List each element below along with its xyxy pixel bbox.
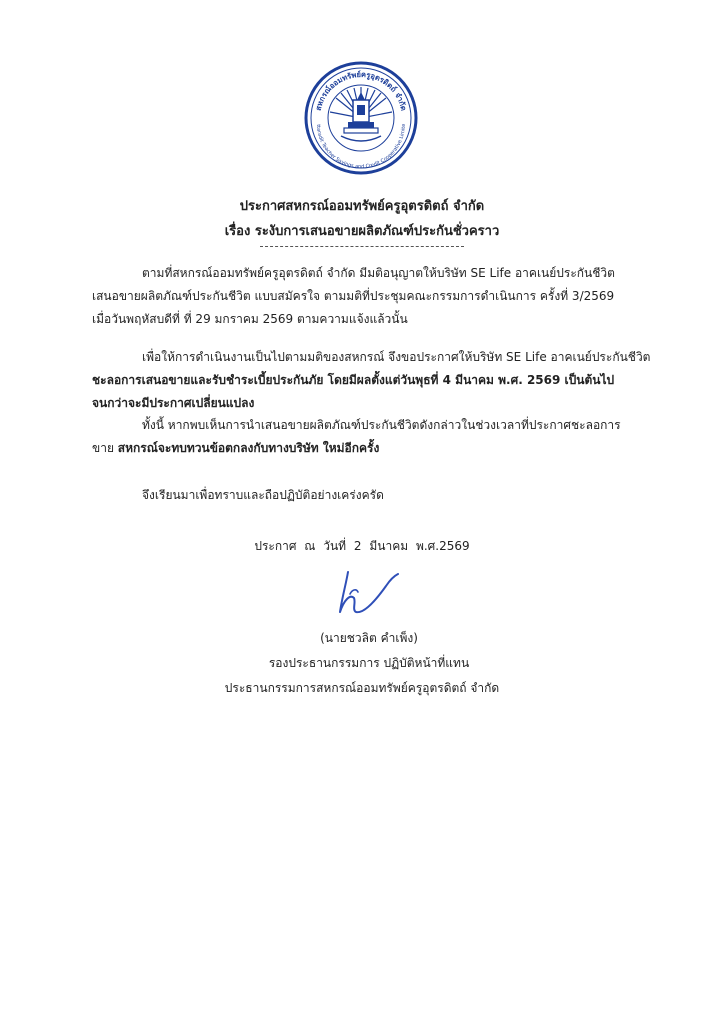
signer-organization: ประธานกรรมการสหกรณ์ออมทรัพย์ครูอุตรดิตถ์ จำกัด — [224, 681, 500, 695]
paragraph-text: ขาย — [92, 441, 118, 455]
signer-position: รองประธานกรรมการ ปฏิบัติหน้าที่แทน — [268, 656, 470, 670]
paragraph-line: เพื่อให้การดำเนินงานเป็นไปตามมติของสหกรณ์ จึงขอประกาศให้บริษัท SE Life อาคเนย์ประกันชีวิต — [142, 350, 651, 364]
paragraph-line: จึงเรียนมาเพื่อทราบและถือปฏิบัติอย่างเคร่งครัด — [142, 488, 384, 502]
signer-name: (นายชวลิต คำเพ็ง) — [320, 631, 418, 645]
announcement-title: ประกาศสหกรณ์ออมทรัพย์ครูอุตรดิตถ์ จำกัด — [239, 199, 485, 214]
announcement-date: ประกาศ ณ วันที่ 2 มีนาคม พ.ศ.2569 — [254, 539, 470, 553]
paragraph-line-bold: จนกว่าจะมีประกาศเปลี่ยนแปลง — [92, 396, 255, 410]
paragraph-line: ตามที่สหกรณ์ออมทรัพย์ครูอุตรดิตถ์ จำกัด มีมติอนุญาตให้บริษัท SE Life อาคเนย์ประกันชีวิต — [142, 266, 615, 280]
paragraph-line: เมื่อวันพฤหัสบดีที่ ที่ 29 มกราคม 2569 ตามความแจ้งแล้วนั้น — [92, 312, 408, 326]
handwritten-signature — [330, 564, 400, 624]
paragraph-closing — [92, 484, 652, 507]
svg-text:Uttaradit Teacher Savings and: ttaradit Teacher Savings and Credit Cooperative Limite — [314, 123, 408, 171]
announcement-subject: เรื่อง ระงับการเสนอขายผลิตภัณฑ์ประกันชั่วคราว — [224, 224, 500, 239]
paragraph-line: ทั้งนี้ หากพบเห็นการนำเสนอขายผลิตภัณฑ์ประกันชีวิตดังกล่าวในช่วงเวลาที่ประกาศชะลอการ — [142, 418, 621, 432]
svg-text:สหกรณ์ออมทรัพย์ครูอุตรดิตถ์ จำ: สหกรณ์ออมทรัพย์ครูอุตรดิตถ์ จำกัด — [313, 69, 409, 112]
paragraph-line-bold: ชะลอการเสนอขายและรับชำระเบี้ยประกันภัย โดยมีผลตั้งแต่วันพุธที่ 4 มีนาคม พ.ศ. 2569 เป็นต้นไป — [92, 373, 615, 387]
paragraph-background — [92, 262, 652, 331]
cooperative-seal-logo — [303, 60, 419, 176]
divider — [260, 246, 464, 247]
signature-block — [0, 626, 724, 701]
paragraph-text-bold: สหกรณ์จะทบทวนข้อตกลงกับทางบริษัท ใหม่อีกครั้ง — [117, 441, 380, 455]
paragraph-notice — [92, 414, 652, 460]
paragraph-line: เสนอขายผลิตภัณฑ์ประกันชีวิต แบบสมัครใจ ตามมติที่ประชุมคณะกรรมการดำเนินการ ครั้งที่ 3/2569 — [92, 289, 615, 303]
paragraph-line — [92, 437, 652, 460]
paragraph-suspension — [92, 346, 652, 415]
